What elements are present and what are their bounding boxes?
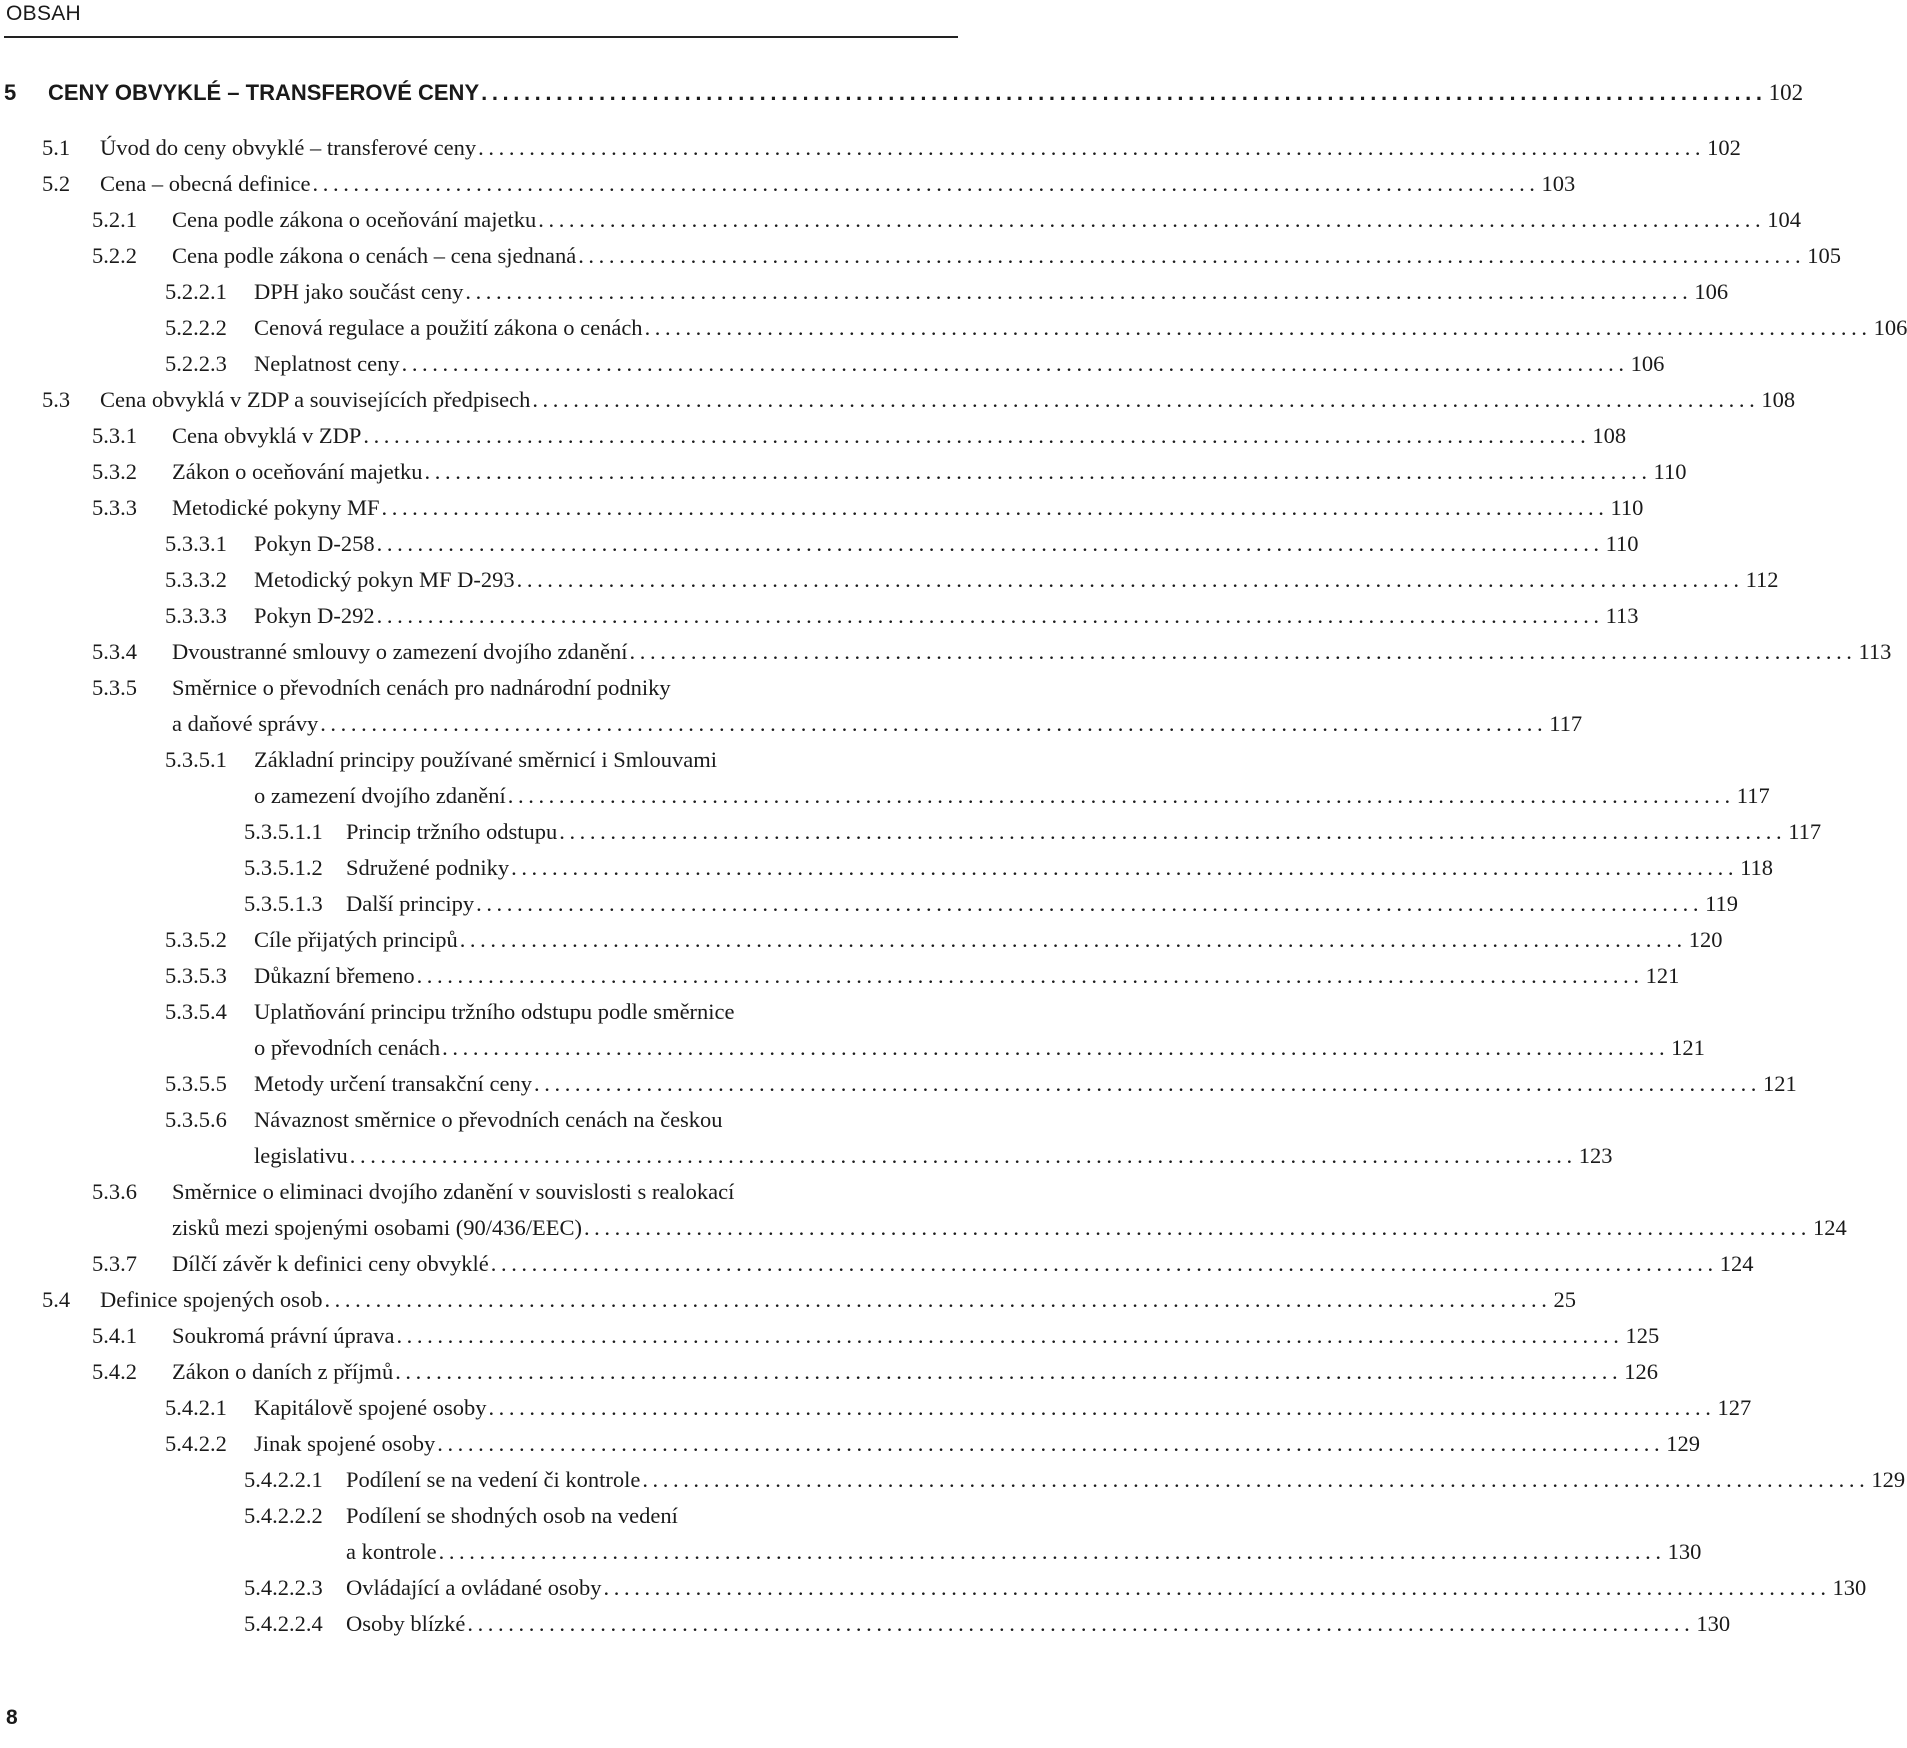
- dot-leader: ........................................................................................................................: [376, 531, 1604, 556]
- entry-title: Soukromá právní úprava: [172, 1323, 395, 1348]
- entry-page-number: 121: [1645, 963, 1680, 988]
- toc-entry: [0, 634, 1892, 670]
- toc-entry: [0, 454, 1687, 490]
- entry-title: Cena – obecná definice: [100, 171, 311, 196]
- toc-entry: [0, 1462, 1906, 1498]
- dot-leader: ........................................................................................................................: [644, 315, 1872, 340]
- entry-title: Osoby blízké: [346, 1611, 466, 1636]
- entry-page-number: 113: [1858, 639, 1892, 664]
- toc-entry: [0, 526, 1639, 562]
- toc-entry: [0, 1318, 1660, 1354]
- toc-entry: [0, 598, 1639, 634]
- entry-title: a kontrole: [346, 1539, 437, 1564]
- running-header: [0, 0, 960, 48]
- entry-title: Princip tržního odstupu: [346, 819, 558, 844]
- entry-title-line: Uplatňování principu tržního odstupu podle směrnice: [254, 999, 735, 1024]
- dot-leader: ........................................................................................................................: [642, 1467, 1870, 1492]
- entry-title-line: Směrnice o převodních cenách pro nadnárodní podniky: [172, 675, 671, 700]
- dot-leader: ........................................................................................................................: [578, 243, 1806, 268]
- dot-leader: ........................................................................................................................: [395, 1359, 1623, 1384]
- dot-leader: ........................................................................................................................: [534, 1071, 1762, 1096]
- dot-leader: ........................................................................................................................: [363, 423, 1591, 448]
- entry-page-number: 112: [1745, 567, 1779, 592]
- entry-page-number: 104: [1767, 207, 1801, 232]
- toc-entry: [0, 670, 1583, 742]
- dot-leader: ........................................................................................................................: [459, 927, 1687, 952]
- table-of-contents: [0, 130, 1907, 1642]
- entry-title: Zákon o daních z příjmů: [172, 1359, 394, 1384]
- entry-number: 5.4.2.1: [165, 1395, 227, 1420]
- toc-entry: [0, 1426, 1700, 1462]
- entry-title: a daňové správy: [172, 711, 319, 736]
- entry-title-line: Návaznost směrnice o převodních cenách na českou: [254, 1107, 723, 1132]
- entry-number: 5.1: [42, 135, 71, 160]
- toc-entry: [0, 1174, 1847, 1246]
- toc-entry: [0, 1066, 1797, 1102]
- entry-page-number: 129: [1666, 1431, 1700, 1456]
- dot-leader: ........................................................................................................................: [401, 351, 1629, 376]
- entry-number: 5.3.5.2: [165, 927, 227, 952]
- entry-page-number: 124: [1812, 1215, 1847, 1240]
- toc-entry: [0, 202, 1801, 238]
- entry-title: Dvoustranné smlouvy o zamezení dvojího zdanění: [172, 639, 628, 664]
- dot-leader: ........................................................................................................................: [511, 855, 1739, 880]
- dot-leader: ........................................................................................................................: [442, 1035, 1670, 1060]
- toc-entry: [0, 886, 1739, 922]
- entry-page-number: 118: [1740, 855, 1774, 880]
- entry-number: 5.3.5: [92, 675, 137, 700]
- chapter-page-number: 102: [1768, 80, 1804, 105]
- entry-title: Ovládající a ovládané osoby: [346, 1575, 602, 1600]
- toc-entry: [0, 130, 1741, 166]
- entry-number: 5.3.5.3: [165, 963, 227, 988]
- entry-page-number: 106: [1630, 351, 1665, 376]
- entry-title: Pokyn D-258: [254, 531, 375, 556]
- entry-number: 5.4.2.2.4: [244, 1611, 323, 1636]
- entry-title: Cenová regulace a použití zákona o cenách: [254, 315, 643, 340]
- dot-leader: ........................................................................................................................: [438, 1539, 1666, 1564]
- dot-leader: ........................................................................................................................: [312, 171, 1540, 196]
- entry-number: 5.2.2.2: [165, 315, 227, 340]
- entry-number: 5.4.2.2.2: [244, 1503, 323, 1528]
- entry-page-number: 110: [1610, 495, 1644, 520]
- dot-leader: ........................................................................................................................: [532, 387, 1760, 412]
- dot-leader: ........................................................................................................................: [320, 711, 1548, 736]
- entry-title: Důkazní břemeno: [254, 963, 415, 988]
- entry-title: Podílení se na vedení či kontrole: [346, 1467, 641, 1492]
- entry-title: Další principy: [346, 891, 475, 916]
- header-rule: [4, 36, 958, 38]
- toc-entry: [0, 382, 1796, 418]
- entry-title: o převodních cenách: [254, 1035, 441, 1060]
- entry-number: 5.3.3.1: [165, 531, 227, 556]
- toc-entry: [0, 850, 1774, 886]
- entry-page-number: 117: [1549, 711, 1583, 736]
- entry-title: Pokyn D-292: [254, 603, 375, 628]
- entry-page-number: 130: [1667, 1539, 1702, 1564]
- entry-title: Neplatnost ceny: [254, 351, 400, 376]
- toc-entry: [0, 490, 1644, 526]
- entry-page-number: 121: [1671, 1035, 1705, 1060]
- entry-title: Kapitálově spojené osoby: [254, 1395, 487, 1420]
- entry-number: 5.3.5.1: [165, 747, 227, 772]
- entry-page-number: 102: [1707, 135, 1741, 160]
- entry-title: Zákon o oceňování majetku: [172, 459, 423, 484]
- toc-entry: [0, 1246, 1754, 1282]
- entry-page-number: 106: [1694, 279, 1729, 304]
- entry-number: 5.3.3.2: [165, 567, 227, 592]
- dot-leader: ........................................................................................................................: [516, 567, 1744, 592]
- dot-leader: ........................................................................................................................: [381, 495, 1609, 520]
- entry-page-number: 123: [1578, 1143, 1613, 1168]
- dot-leader: ........................................................................................................................: [424, 459, 1652, 484]
- entry-number: 5.3.4: [92, 639, 137, 664]
- dot-leader: ........................................................................................................................: [324, 1287, 1552, 1312]
- entry-number: 5.2.2.1: [165, 279, 227, 304]
- entry-number: 5.3.6: [92, 1179, 137, 1204]
- entry-title: DPH jako součást ceny: [254, 279, 464, 304]
- entry-page-number: 124: [1719, 1251, 1754, 1276]
- entry-title: Cena podle zákona o cenách – cena sjednaná: [172, 243, 577, 268]
- entry-title: legislativu: [254, 1143, 348, 1168]
- entry-number: 5.4.2: [92, 1359, 137, 1384]
- entry-title: Metodické pokyny MF: [172, 495, 380, 520]
- toc-entry: [0, 166, 1576, 202]
- toc-entry: [0, 310, 1907, 346]
- entry-page-number: 103: [1541, 171, 1576, 196]
- entry-page-number: 129: [1871, 1467, 1906, 1492]
- dot-leader: ........................................................................................................................: [490, 1251, 1718, 1276]
- entry-number: 5.4.2.2.3: [244, 1575, 323, 1600]
- entry-title: Sdružené podniky: [346, 855, 510, 880]
- toc-entry: [0, 238, 1841, 274]
- entry-page-number: 110: [1605, 531, 1639, 556]
- chapter-number: 5: [4, 80, 17, 105]
- toc-entry: [0, 562, 1779, 598]
- toc-entry: [0, 274, 1729, 310]
- entry-number: 5.3.2: [92, 459, 137, 484]
- entry-number: 5.3.5.1.2: [244, 855, 323, 880]
- toc-entry: [0, 742, 1770, 814]
- running-header-label: OBSAH: [6, 2, 82, 25]
- entry-number: 5.3: [42, 387, 71, 412]
- entry-page-number: 120: [1688, 927, 1723, 952]
- entry-number: 5.4: [42, 1287, 71, 1312]
- toc-entry: [0, 1498, 1702, 1570]
- dot-leader: ........................................................................................................................: [437, 1431, 1665, 1456]
- entry-page-number: 121: [1763, 1071, 1797, 1096]
- entry-title-line: Podílení se shodných osob na vedení: [346, 1503, 678, 1528]
- entry-number: 5.3.1: [92, 423, 137, 448]
- entry-title: zisků mezi spojenými osobami (90/436/EEC): [172, 1215, 582, 1240]
- entry-title: o zamezení dvojího zdanění: [254, 783, 506, 808]
- dot-leader: ........................................................................................................................: [349, 1143, 1577, 1168]
- entry-number: 5.3.7: [92, 1251, 137, 1276]
- toc-entry: [0, 958, 1680, 994]
- entry-number: 5.3.5.1.1: [244, 819, 323, 844]
- toc-entry: [0, 1606, 1731, 1642]
- entry-page-number: 126: [1624, 1359, 1658, 1384]
- entry-page-number: 117: [1788, 819, 1822, 844]
- entry-number: 5.3.5.4: [165, 999, 227, 1024]
- dot-leader: ........................................................................................................................: [465, 279, 1693, 304]
- entry-number: 5.3.3.3: [165, 603, 227, 628]
- entry-number: 5.3.5.5: [165, 1071, 227, 1096]
- toc-entry: [0, 1102, 1613, 1174]
- dot-leader: ........................................................................................................................: [416, 963, 1644, 988]
- entry-title: Metody určení transakční ceny: [254, 1071, 533, 1096]
- entry-title: Cíle přijatých principů: [254, 927, 458, 952]
- entry-number: 5.3.3: [92, 495, 137, 520]
- dot-leader: ........................................................................................................................: [396, 1323, 1624, 1348]
- entry-title-line: Základní principy používané směrnicí i Smlouvami: [254, 747, 718, 772]
- chapter-title: CENY OBVYKLÉ – TRANSFEROVÉ CENY: [48, 80, 480, 105]
- entry-number: 5.4.2.2.1: [244, 1467, 323, 1492]
- toc-entry: [0, 814, 1822, 850]
- dot-leader: ........................................................................................................................: [376, 603, 1604, 628]
- entry-title: Metodický pokyn MF D-293: [254, 567, 515, 592]
- entry-title: Definice spojených osob: [100, 1287, 323, 1312]
- entry-number: 5.2.2: [92, 243, 137, 268]
- entry-page-number: 110: [1653, 459, 1687, 484]
- entry-number: 5.2: [42, 171, 71, 196]
- entry-page-number: 127: [1717, 1395, 1752, 1420]
- toc-entry: [0, 1354, 1658, 1390]
- page-folio: 8: [6, 1706, 18, 1729]
- entry-number: 5.3.5.6: [165, 1107, 227, 1132]
- entry-title: Úvod do ceny obvyklé – transferové ceny: [100, 135, 477, 160]
- dot-leader: ........................................................................................................................: [629, 639, 1857, 664]
- dot-leader: ........................................................................................................................: [538, 207, 1766, 232]
- dot-leader: ........................................................................................................................: [476, 891, 1704, 916]
- dot-leader: ........................................................................................................................: [603, 1575, 1831, 1600]
- toc-entry: [0, 346, 1665, 382]
- entry-number: 5.3.5.1.3: [244, 891, 323, 916]
- entry-page-number: 130: [1696, 1611, 1731, 1636]
- toc-entry: [0, 922, 1723, 958]
- entry-number: 5.2.2.3: [165, 351, 227, 376]
- entry-page-number: 117: [1736, 783, 1770, 808]
- entry-title: Cena obvyklá v ZDP: [172, 423, 362, 448]
- entry-title: Dílčí závěr k definici ceny obvyklé: [172, 1251, 489, 1276]
- entry-title: Cena podle zákona o oceňování majetku: [172, 207, 537, 232]
- dot-leader: ........................................................................................................................: [481, 80, 1767, 105]
- entry-number: 5.2.1: [92, 207, 137, 232]
- entry-page-number: 119: [1705, 891, 1739, 916]
- toc-entry: [0, 418, 1627, 454]
- entry-page-number: 125: [1625, 1323, 1660, 1348]
- toc-entry: [0, 1570, 1867, 1606]
- entry-page-number: 25: [1553, 1287, 1576, 1312]
- dot-leader: ........................................................................................................................: [478, 135, 1706, 160]
- toc-entry: [0, 1390, 1752, 1426]
- entry-number: 5.4.1: [92, 1323, 137, 1348]
- dot-leader: ........................................................................................................................: [559, 819, 1787, 844]
- dot-leader: ........................................................................................................................: [507, 783, 1735, 808]
- entry-page-number: 108: [1592, 423, 1627, 448]
- entry-title-line: Směrnice o eliminaci dvojího zdanění v souvislosti s realokací: [172, 1179, 735, 1204]
- entry-page-number: 105: [1807, 243, 1841, 268]
- entry-page-number: 106: [1873, 315, 1907, 340]
- dot-leader: ........................................................................................................................: [467, 1611, 1695, 1636]
- toc-entry: [0, 994, 1705, 1066]
- entry-page-number: 113: [1605, 603, 1639, 628]
- entry-page-number: 108: [1761, 387, 1796, 412]
- dot-leader: ........................................................................................................................: [488, 1395, 1716, 1420]
- entry-number: 5.4.2.2: [165, 1431, 227, 1456]
- dot-leader: ........................................................................................................................: [583, 1215, 1811, 1240]
- entry-title: Cena obvyklá v ZDP a souvisejících předpisech: [100, 387, 531, 412]
- toc-chapter-entry: [0, 80, 1804, 114]
- entry-title: Jinak spojené osoby: [254, 1431, 436, 1456]
- entry-page-number: 130: [1832, 1575, 1867, 1600]
- toc-entry: [0, 1282, 1576, 1318]
